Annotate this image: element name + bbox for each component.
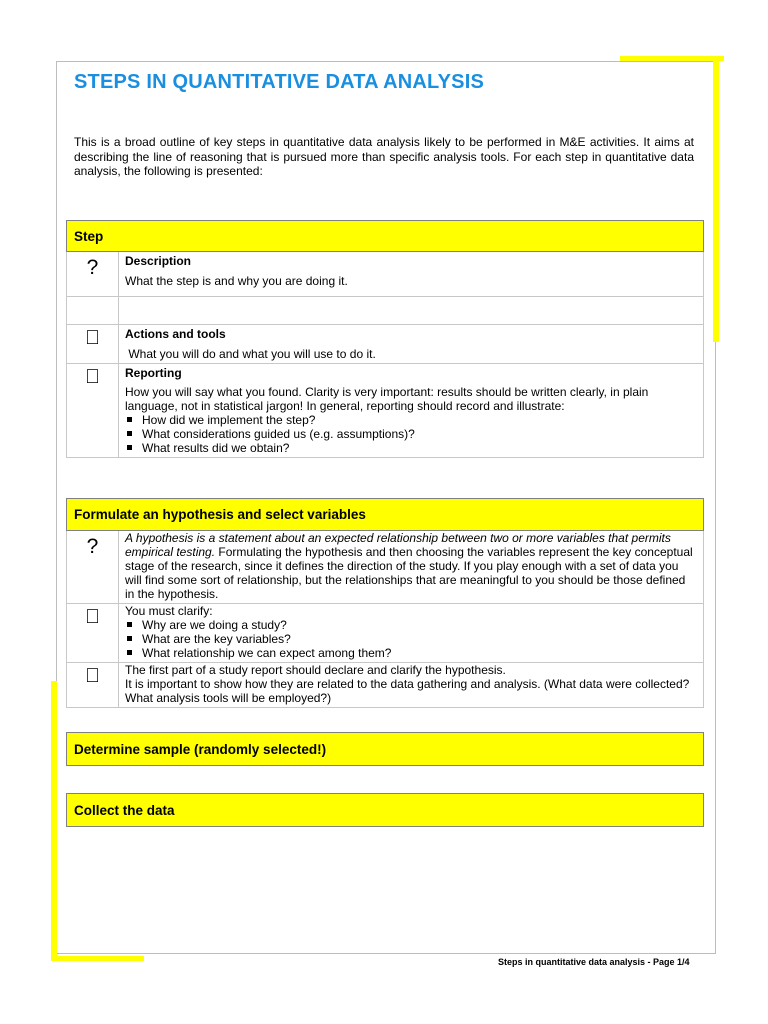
legend-actions-text: What you will do and what you will use to do it.: [125, 347, 376, 361]
list-item: Why are we doing a study?: [125, 618, 697, 632]
legend-empty-cell-left: [67, 297, 119, 325]
step-hypothesis-reporting: [119, 663, 704, 708]
legend-reporting-text: How you will say what you found. Clarity is very important: results should be written clearly, in plain language, not in statistical jargon! In general, reporting should record and illustrate:: [125, 385, 649, 413]
question-mark-icon: ?: [67, 252, 119, 297]
reporting-icon: [67, 364, 119, 458]
legend-description-cell: [119, 252, 704, 297]
reporting-line-2: It is important to show how they are related to the data gathering and analysis. (What data were collected? What analysis tools will be employed?): [125, 677, 690, 705]
list-item: What results did we obtain?: [125, 441, 697, 455]
actions-intro: You must clarify:: [125, 604, 213, 618]
list-item: What are the key variables?: [125, 632, 697, 646]
reporting-icon: [67, 663, 119, 708]
page-footer: Steps in quantitative data analysis - Page 1/4: [498, 957, 690, 967]
legend-table: [66, 220, 704, 458]
hypothesis-definition: A hypothesis is a statement about an expected relationship between two or more variables that permits empirical testing.: [125, 531, 671, 559]
step-hypothesis-table: [66, 498, 704, 708]
step-collect-table: [66, 793, 704, 827]
legend-reporting-cell: [119, 364, 704, 458]
step-hypothesis-heading: Formulate an hypothesis and select variables: [67, 499, 704, 531]
actions-tools-icon: [67, 325, 119, 364]
legend-reporting-label: Reporting: [125, 366, 182, 380]
legend-description-label: Description: [125, 254, 192, 268]
legend-actions-label: Actions and tools: [125, 327, 226, 341]
question-mark-icon: ?: [67, 531, 119, 604]
page-title: STEPS IN QUANTITATIVE DATA ANALYSIS: [74, 71, 484, 93]
step-hypothesis-actions: [119, 604, 704, 663]
legend-reporting-list: [125, 413, 697, 455]
legend-description-text: What the step is and why you are doing it.: [125, 274, 348, 288]
list-item: What relationship we can expect among them?: [125, 646, 697, 660]
legend-heading: Step: [67, 221, 704, 252]
hypothesis-explanation: Formulating the hypothesis and then choosing the variables represent the key conceptual stage of the research, since it defines the direction of the study. If you play enough with a set of data you will find some sort of relationship, but the relationships that are meaningful to you should be those defined in the hypothesis.: [125, 545, 693, 601]
accent-bar-top: [620, 56, 724, 61]
step-collect-heading: Collect the data: [67, 794, 704, 827]
accent-bar-bottom: [51, 956, 144, 961]
reporting-line-1: The first part of a study report should declare and clarify the hypothesis.: [125, 663, 506, 677]
step-sample-table: [66, 732, 704, 766]
list-item: How did we implement the step?: [125, 413, 697, 427]
list-item: What considerations guided us (e.g. assumptions)?: [125, 427, 697, 441]
actions-list: [125, 618, 697, 660]
legend-empty-cell-right: [119, 297, 704, 325]
intro-paragraph: This is a broad outline of key steps in quantitative data analysis likely to be performed in M&E activities. It aims at describing the line of reasoning that is pursued more than specific analysis tools. For each step in quantitative data analysis, the following is presented:: [74, 135, 694, 178]
legend-actions-cell: [119, 325, 704, 364]
actions-tools-icon: [67, 604, 119, 663]
accent-bar-right: [713, 56, 719, 342]
accent-bar-left: [51, 681, 57, 961]
step-sample-heading: Determine sample (randomly selected!): [67, 733, 704, 766]
step-hypothesis-description: [119, 531, 704, 604]
